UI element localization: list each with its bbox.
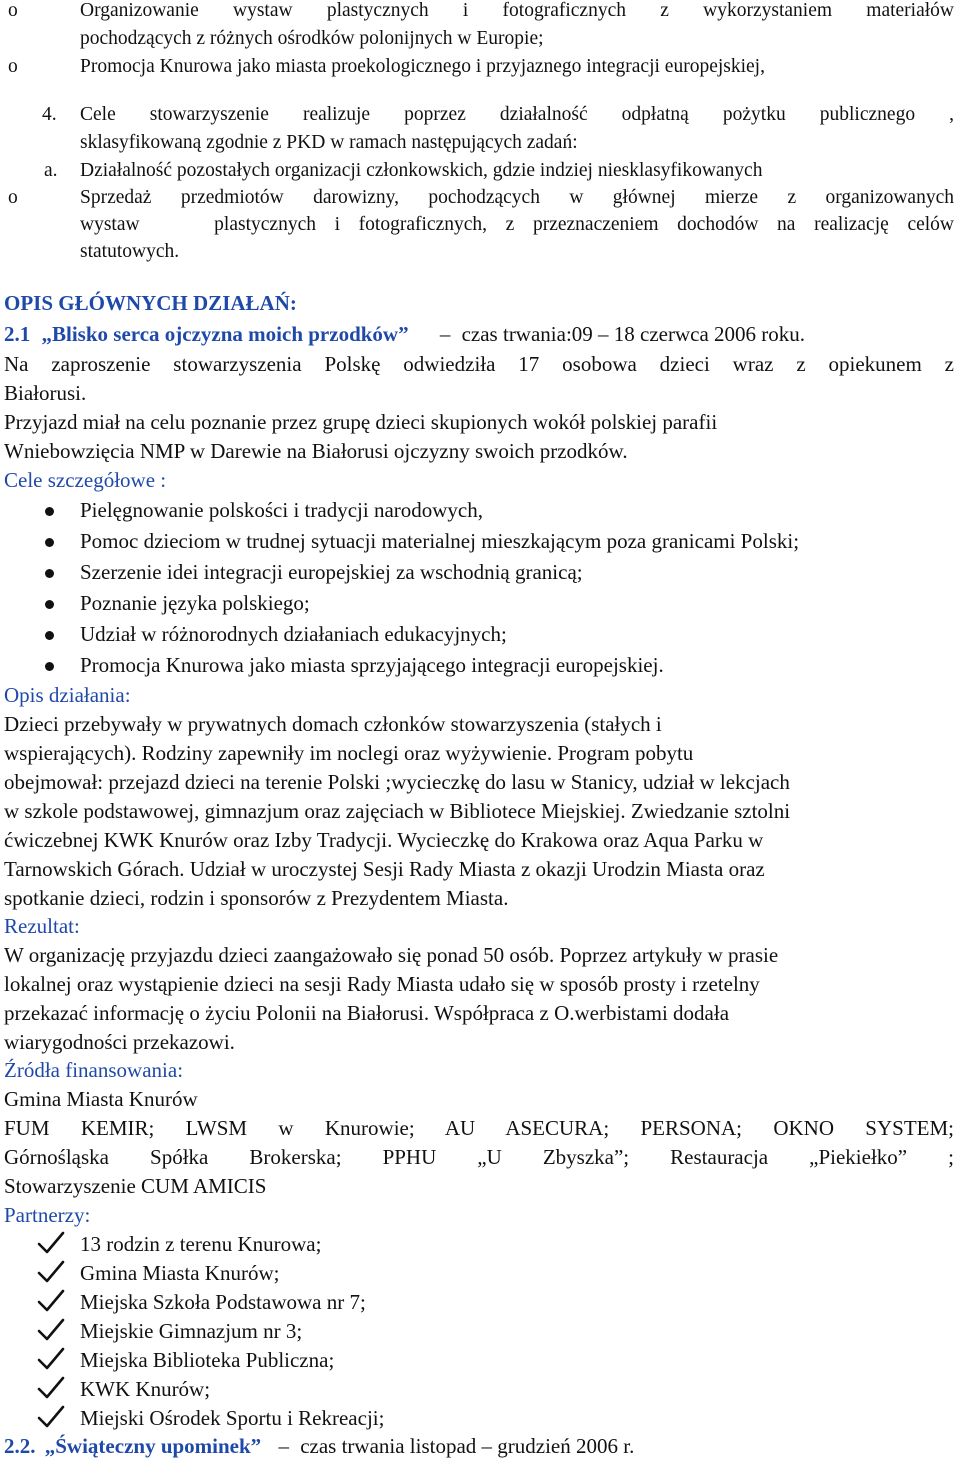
funding-line: Gmina Miasta Knurów [4, 1087, 198, 1111]
goal-item: Pomoc dzieciom w trudnej sytuacji materialnej mieszkającym poza granicami Polski; [80, 529, 800, 553]
paragraph-line: W organizację przyjazdu dzieci zaangażowało się ponad 50 osób. Poprzez artykuły w prasie [4, 943, 779, 967]
checkmark-icon [36, 1230, 66, 1256]
partner-item: Miejska Szkoła Podstawowa nr 7; [80, 1290, 366, 1314]
paragraph-line: Dzieci przebywały w prywatnych domach członków stowarzyszenia (stałych i [4, 712, 662, 736]
event-dash: – [278, 1434, 289, 1458]
event-title-line [4, 1434, 634, 1459]
checkmark-icon [36, 1259, 66, 1285]
list-label: a. [44, 160, 58, 181]
bullet-dot-icon [45, 538, 54, 547]
partner-item: Miejska Biblioteka Publiczna; [80, 1348, 335, 1372]
section-text: Cele stowarzyszenie realizuje poprzez działalność odpłatną pożytku publicznego , [80, 104, 954, 125]
bullet-dot-icon [45, 507, 54, 516]
goal-item: Pielęgnowanie polskości i tradycji narodowych, [80, 498, 483, 522]
checkmark-icon [36, 1317, 66, 1343]
checkmark-icon [36, 1404, 66, 1430]
section-text: Sprzedaż przedmiotów darowizny, pochodzących w głównej mierze z organizowanych [80, 187, 954, 208]
checkmark-icon [36, 1346, 66, 1372]
bullet-dot-icon [45, 631, 54, 640]
funding-line: Stowarzyszenie CUM AMICIS [4, 1174, 267, 1198]
main-activities-heading: OPIS GŁÓWNYCH DZIAŁAŃ: [4, 291, 297, 315]
paragraph-line: w szkole podstawowej, gimnazjum oraz zajęciach w Bibliotece Miejskiej. Zwiedzanie sztolni [4, 799, 791, 823]
bullet-dot-icon [45, 569, 54, 578]
event-number: 2.2. [4, 1434, 36, 1458]
section-text: Działalność pozostałych organizacji członkowskich, gdzie indziej niesklasyfikowanych [80, 160, 763, 181]
description-label: Opis działania: [4, 683, 131, 707]
paragraph-line: obejmował: przejazd dzieci na terenie Polski ;wycieczkę do lasu w Stanicy, udział w lekcjach [4, 770, 790, 794]
partner-item: 13 rodzin z terenu Knurowa; [80, 1232, 322, 1256]
bullet-dot-icon [45, 662, 54, 671]
partner-item: KWK Knurów; [80, 1377, 211, 1401]
paragraph-line: przekazać informację o życiu Polonii na Białorusi. Współpraca z O.werbistami dodała [4, 1001, 730, 1025]
paragraph-line: Przyjazd miał na celu poznanie przez grupę dzieci skupionych wokół polskiej parafii [4, 410, 718, 434]
funding-label: Źródła finansowania: [4, 1058, 184, 1082]
bullet-dot-icon [45, 600, 54, 609]
partner-item: Miejskie Gimnazjum nr 3; [80, 1319, 303, 1343]
checkmark-icon [36, 1288, 66, 1314]
paragraph-line: Tarnowskich Górach. Udział w uroczystej Sesji Rady Miasta z okazji Urodzin Miasta oraz [4, 857, 765, 881]
partner-item: Gmina Miasta Knurów; [80, 1261, 280, 1285]
bullet-o-icon: o [8, 187, 18, 208]
section-text: wystaw plastycznych i fotograficznych, z przeznaczeniem dochodów na realizację celów [80, 214, 954, 235]
event-dash: – [439, 322, 451, 346]
funding-line: FUM KEMIR; LWSM w Knurowie; AU ASECURA; PERSONA; OKNO SYSTEM; [4, 1116, 954, 1140]
paragraph-line: ćwiczebnej KWK Knurów oraz Izby Tradycji. Wycieczkę do Krakowa oraz Aqua Parku w [4, 828, 764, 852]
partners-label: Partnerzy: [4, 1203, 91, 1227]
paragraph-line: Na zaproszenie stowarzyszenia Polskę odwiedziła 17 osobowa dzieci wraz z opiekunem z [4, 352, 954, 376]
section-text: sklasyfikowaną zgodnie z PKD w ramach następujących zadań: [80, 132, 578, 153]
section-text: statutowych. [80, 241, 180, 262]
paragraph-line: wspierających). Rodziny zapewniły im noclegi oraz wyżywienie. Program pobytu [4, 741, 694, 765]
event-title-line [4, 322, 805, 347]
list-item: Organizowanie wystaw plastycznych i fotograficznych z wykorzystaniem materiałów [80, 0, 954, 21]
list-item: pochodzących z różnych ośrodków polonijnych w Europie; [80, 28, 544, 49]
goal-item: Promocja Knurowa jako miasta sprzyjającego integracji europejskiej. [80, 653, 664, 677]
list-item: Promocja Knurowa jako miasta proekologicznego i przyjaznego integracji europejskiej, [80, 56, 765, 77]
checkmark-icon [36, 1375, 66, 1401]
bullet-o-icon: o [8, 0, 18, 21]
paragraph-line: lokalnej oraz wystąpienie dzieci na sesji Rady Miasta udało się w sposób prosty i rzetelny [4, 972, 760, 996]
goal-item: Szerzenie idei integracji europejskiej za wschodnią granicą; [80, 560, 583, 584]
section-number: 4. [42, 104, 57, 125]
event-number: 2.1 [4, 322, 31, 346]
goal-item: Poznanie języka polskiego; [80, 591, 310, 615]
goals-label: Cele szczegółowe : [4, 468, 167, 492]
paragraph-line: spotkanie dzieci, rodzin i sponsorów z Prezydentem Miasta. [4, 886, 509, 910]
partner-item: Miejski Ośrodek Sportu i Rekreacji; [80, 1406, 385, 1430]
event-title: „Blisko serca ojczyzna moich przodków” [41, 322, 409, 346]
paragraph-line: Wniebowzięcia NMP w Darewie na Białorusi ojczyzny swoich przodków. [4, 439, 628, 463]
event-title: „Świąteczny upominek” [44, 1434, 262, 1458]
bullet-o-icon: o [8, 56, 18, 77]
goal-item: Udział w różnorodnych działaniach edukacyjnych; [80, 622, 507, 646]
paragraph-line: wiarygodności przekazowi. [4, 1030, 235, 1054]
result-label: Rezultat: [4, 914, 80, 938]
event-duration: czas trwania listopad – grudzień 2006 r. [300, 1434, 635, 1458]
paragraph-line: Białorusi. [4, 381, 87, 405]
event-duration: czas trwania:09 – 18 czerwca 2006 roku. [461, 322, 806, 346]
funding-line: Górnośląska Spółka Brokerska; PPHU „U Zbyszka”; Restauracja „Piekiełko” ; [4, 1145, 954, 1169]
